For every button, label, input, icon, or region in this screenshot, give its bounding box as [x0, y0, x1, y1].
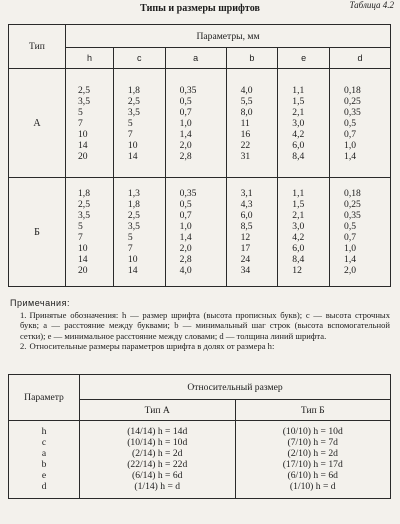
- table-cell: 8,4: [292, 254, 305, 265]
- table-cell: 11: [240, 117, 250, 129]
- table-cell: 0,7: [344, 232, 357, 243]
- table-cell: 4,0: [179, 265, 192, 276]
- table-cell: 3,5: [78, 95, 90, 107]
- param-name: b: [41, 459, 47, 470]
- table-cell: 0,35: [344, 106, 361, 118]
- note-item-2: [10, 341, 390, 352]
- table-cell: 7: [127, 128, 133, 140]
- table-cell: 7: [78, 232, 83, 243]
- font-sizes-table: [8, 24, 391, 287]
- table-cell: 2,0: [179, 243, 192, 254]
- table-cell: 1,8: [78, 188, 90, 199]
- table-cell: 14: [127, 265, 138, 276]
- table-cell: 31: [240, 150, 251, 162]
- table-cell: 0,18: [344, 84, 361, 96]
- table-cell: 2,1: [292, 210, 305, 221]
- table-cell: 0,5: [344, 221, 357, 232]
- type-b-value: (7/10) h = 7d: [287, 437, 338, 448]
- table-cell: 7: [78, 117, 83, 129]
- table-cell: 0,5: [179, 199, 192, 210]
- param-list: [9, 421, 80, 499]
- type-b-value: (6/10) h = 6d: [287, 470, 338, 481]
- param-name: c: [41, 437, 47, 448]
- type-label-cell: [9, 69, 66, 178]
- param-name: d: [41, 481, 47, 492]
- value-stack: [278, 188, 304, 276]
- type-b-value: (2/10) h = 2d: [287, 448, 338, 459]
- table-cell: 2,8: [179, 254, 192, 265]
- value-stack: [330, 188, 361, 276]
- table-cell: 20: [78, 265, 88, 276]
- notes-title: Примечания:: [10, 298, 70, 308]
- value-column-d: [330, 69, 391, 178]
- value-stack: [166, 188, 197, 276]
- param-column-a: a: [165, 48, 226, 69]
- table-cell: 1,5: [292, 95, 305, 107]
- note-number: 1.: [20, 309, 27, 320]
- params-header: Параметры, мм: [66, 25, 391, 48]
- table-cell: 2,8: [179, 150, 192, 162]
- table-cell: 2,5: [127, 210, 140, 221]
- table-cell: 1,5: [292, 199, 305, 210]
- value-stack: [278, 85, 304, 162]
- type-label: Б: [34, 226, 40, 238]
- table-cell: 2,0: [344, 265, 357, 276]
- value-column-b: [226, 69, 278, 178]
- table-cell: 0,35: [179, 84, 197, 96]
- type-b-values: [235, 421, 391, 499]
- value-stack: [330, 85, 361, 162]
- table-cell: 2,0: [179, 139, 192, 151]
- table-cell: 14: [127, 150, 138, 162]
- note-number: 2.: [20, 341, 27, 352]
- table-reference: Таблица 4.2: [349, 0, 394, 10]
- type-column-header: Тип: [9, 25, 66, 69]
- value-stack: [114, 188, 140, 276]
- table-cell: 1,8: [127, 84, 140, 96]
- table-cell: 8,4: [292, 150, 305, 162]
- param-column-d: d: [330, 48, 391, 69]
- table-cell: 17: [240, 243, 251, 254]
- notes-section: [10, 298, 390, 352]
- table-cell: 3,1: [240, 188, 253, 199]
- value-column-a: [165, 69, 226, 178]
- table-cell: 1,4: [179, 128, 192, 140]
- table-cell: 12: [292, 265, 302, 276]
- type-b-value: (10/10) h = 10d: [282, 426, 343, 437]
- table-cell: 16: [240, 128, 251, 140]
- table-cell: 24: [240, 254, 251, 265]
- value-stack: [114, 85, 140, 162]
- table-cell: 1,4: [179, 232, 192, 243]
- param-name: h: [41, 426, 47, 437]
- page-title: Типы и размеры шрифтов: [140, 3, 260, 14]
- table-cell: 3,0: [292, 117, 305, 129]
- value-column-e: [278, 178, 330, 287]
- table-cell: 3,0: [292, 221, 305, 232]
- table-cell: 10: [127, 139, 138, 151]
- type-a-value: (10/14) h = 10d: [127, 437, 188, 448]
- value-stack: [227, 188, 253, 276]
- type-b-header: Тип Б: [235, 400, 391, 421]
- value-stack: [166, 85, 197, 162]
- table-cell: 1,0: [179, 221, 192, 232]
- table-cell: 3,5: [127, 106, 140, 118]
- value-stack: [66, 188, 90, 276]
- table-cell: 10: [78, 243, 88, 254]
- param-name: a: [41, 448, 47, 459]
- table-cell: 5: [78, 221, 83, 232]
- table-cell: 2,5: [78, 84, 90, 96]
- table-cell: 2,1: [292, 106, 305, 118]
- table-cell: 1,3: [127, 188, 140, 199]
- table-cell: 0,7: [344, 128, 357, 140]
- type-b-group: [9, 178, 391, 287]
- table-cell: 5,5: [240, 95, 253, 107]
- table-cell: 0,7: [179, 106, 192, 118]
- type-a-value: (1/14) h = d: [134, 481, 181, 492]
- table-cell: 5: [127, 232, 133, 243]
- type-label-cell: [9, 178, 66, 287]
- table-cell: 1,1: [292, 188, 305, 199]
- table-cell: 5: [127, 117, 133, 129]
- type-a-values: [80, 421, 236, 499]
- value-column-h: [66, 178, 114, 287]
- relative-size-header: Относительный размер: [80, 375, 391, 400]
- table-cell: 34: [240, 265, 251, 276]
- note-text: Относительные размеры параметров шрифта в долях от размера h:: [29, 341, 275, 352]
- table-cell: 10: [78, 128, 88, 140]
- table-cell: 0,25: [344, 199, 361, 210]
- table-cell: 2,5: [127, 95, 140, 107]
- table-cell: 1,8: [127, 199, 140, 210]
- relative-sizes-table: [8, 374, 391, 499]
- note-item-1: [10, 310, 390, 342]
- table-cell: 8,0: [240, 106, 253, 118]
- table-cell: 2,5: [78, 199, 90, 210]
- type-a-value: (22/14) h = 22d: [127, 459, 188, 470]
- type-a-header: Тип А: [80, 400, 236, 421]
- table-cell: 22: [240, 139, 251, 151]
- value-column-d: [330, 178, 391, 287]
- type-b-value: (17/10) h = 17d: [282, 459, 343, 470]
- table-cell: 0,25: [344, 95, 361, 107]
- param-column-e: e: [278, 48, 330, 69]
- value-column-a: [165, 178, 226, 287]
- value-stack: [227, 85, 253, 162]
- value-stack: [66, 85, 90, 162]
- param-column-h: h: [66, 48, 114, 69]
- table-cell: 14: [78, 254, 88, 265]
- value-column-h: [66, 69, 114, 178]
- type-b-value: (1/10) h = d: [289, 481, 336, 492]
- table-cell: 0,35: [179, 188, 197, 199]
- value-column-e: [278, 69, 330, 178]
- params-subheader-row: [9, 48, 391, 69]
- type-a-value: (14/14) h = 14d: [127, 426, 188, 437]
- type-a-value: (2/14) h = 2d: [132, 448, 183, 459]
- type-label: А: [33, 117, 41, 129]
- table-cell: 14: [78, 139, 88, 151]
- table-cell: 0,18: [344, 188, 361, 199]
- table-cell: 4,2: [292, 128, 305, 140]
- table-cell: 0,5: [179, 95, 192, 107]
- param-column-c: c: [113, 48, 165, 69]
- table-cell: 1,4: [344, 150, 357, 162]
- value-column-b: [226, 178, 278, 287]
- table-cell: 1,1: [292, 84, 305, 96]
- param-column-header: Параметр: [9, 375, 80, 421]
- table-cell: 6,0: [292, 139, 305, 151]
- table-cell: 1,4: [344, 254, 357, 265]
- table-cell: 4,3: [240, 199, 253, 210]
- table-cell: 6,0: [292, 243, 305, 254]
- table-cell: 3,5: [127, 221, 140, 232]
- table-cell: 3,5: [78, 210, 90, 221]
- param-column-b: b: [226, 48, 278, 69]
- value-column-c: [113, 69, 165, 178]
- table-cell: 1,0: [344, 243, 357, 254]
- table-cell: 0,7: [179, 210, 192, 221]
- table-cell: 12: [240, 232, 251, 243]
- table-cell: 1,0: [344, 139, 357, 151]
- table-cell: 7: [127, 243, 133, 254]
- type-a-group: [9, 69, 391, 178]
- table-cell: 4,0: [240, 84, 253, 96]
- type-a-value: (6/14) h = 6d: [132, 470, 183, 481]
- table-cell: 8,5: [240, 221, 253, 232]
- note-text: Принятые обозначения: h — размер шрифта (высота прописных букв); c — высота строчных букв; a — расстояние между буквами; b — минимальный шаг строк (высота вспомогательной сетки); e — минимальное расстояние между словами; d — толщина линий шрифта.: [20, 309, 390, 341]
- table-cell: 10: [127, 254, 138, 265]
- table-cell: 5: [78, 106, 83, 118]
- table-cell: 4,2: [292, 232, 305, 243]
- table-cell: 0,5: [344, 117, 357, 129]
- table-cell: 1,0: [179, 117, 192, 129]
- table-cell: 6,0: [240, 210, 253, 221]
- table-cell: 20: [78, 150, 88, 162]
- value-column-c: [113, 178, 165, 287]
- table-cell: 0,35: [344, 210, 361, 221]
- param-name: e: [41, 470, 47, 481]
